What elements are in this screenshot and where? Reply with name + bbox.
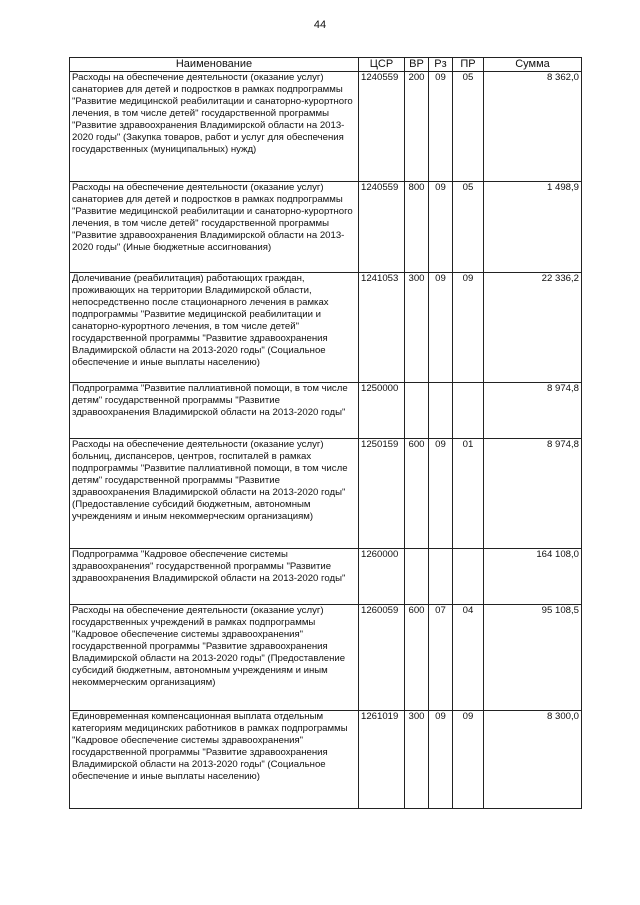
header-pr: ПР (453, 58, 484, 72)
cell-csr: 1240559 (359, 72, 405, 182)
cell-csr: 1260059 (359, 605, 405, 711)
cell-pr: 09 (453, 711, 484, 809)
cell-vr: 600 (405, 605, 429, 711)
cell-vr: 200 (405, 72, 429, 182)
cell-name: Подпрограмма "Кадровое обеспечение системы здравоохранения" государственной программы "Развитие здравоохранения Владимирской области на 2013-2020 годы" (70, 549, 359, 605)
table-row (70, 549, 582, 605)
cell-rz: 09 (429, 182, 453, 273)
table-row (70, 182, 582, 273)
cell-sum: 8 300,0 (484, 711, 582, 809)
cell-csr: 1240559 (359, 182, 405, 273)
cell-sum: 22 336,2 (484, 273, 582, 383)
cell-pr: 05 (453, 182, 484, 273)
cell-csr: 1241053 (359, 273, 405, 383)
cell-pr: 09 (453, 273, 484, 383)
table-row (70, 72, 582, 182)
page-number: 44 (313, 19, 327, 31)
cell-name: Расходы на обеспечение деятельности (оказание услуг) государственных учреждений в рамках подпрограммы "Кадровое обеспечение системы здравоохранения" государственной программы "Развитие здравоохранения Владимирской области на 2013-2020 годы" (Предоставление субсидий бюджетным, автономным учреждениям и иным некоммерческим организациям) (70, 605, 359, 711)
header-rz: Рз (429, 58, 453, 72)
cell-rz (429, 549, 453, 605)
cell-csr: 1260000 (359, 549, 405, 605)
cell-sum: 8 974,8 (484, 439, 582, 549)
cell-vr (405, 549, 429, 605)
budget-table (69, 57, 582, 809)
cell-name: Расходы на обеспечение деятельности (оказание услуг) санаториев для детей и подростков в рамках подпрограммы "Развитие медицинской реабилитации и санаторно-курортного лечения, в том числе детей" государственной программы "Развитие здравоохранения Владимирской области на 2013-2020 годы" (Закупка товаров, работ и услуг для обеспечения государственных (муниципальных) нужд) (70, 72, 359, 182)
cell-sum: 164 108,0 (484, 549, 582, 605)
cell-name: Подпрограмма "Развитие паллиативной помощи, в том числе детям" государственной программы "Развитие здравоохранения Владимирской области на 2013-2020 годы" (70, 383, 359, 439)
cell-rz: 09 (429, 439, 453, 549)
cell-sum: 1 498,9 (484, 182, 582, 273)
cell-pr: 04 (453, 605, 484, 711)
cell-csr: 1250159 (359, 439, 405, 549)
cell-rz: 07 (429, 605, 453, 711)
cell-rz (429, 383, 453, 439)
table-header-row (70, 58, 582, 72)
header-vr: ВР (405, 58, 429, 72)
cell-csr: 1250000 (359, 383, 405, 439)
table-row (70, 273, 582, 383)
header-sum: Сумма (484, 58, 582, 72)
header-csr: ЦСР (359, 58, 405, 72)
cell-pr (453, 383, 484, 439)
table-row (70, 383, 582, 439)
cell-name: Расходы на обеспечение деятельности (оказание услуг) санаториев для детей и подростков в рамках подпрограммы "Развитие медицинской реабилитации и санаторно-курортного лечения, в том числе детей" государственной программы "Развитие здравоохранения Владимирской области на 2013-2020 годы" (Иные бюджетные ассигнования) (70, 182, 359, 273)
cell-sum: 8 974,8 (484, 383, 582, 439)
cell-rz: 09 (429, 72, 453, 182)
table-row (70, 605, 582, 711)
cell-rz: 09 (429, 273, 453, 383)
cell-name: Единовременная компенсационная выплата отдельным категориям медицинских работников в рамках подпрограммы "Кадровое обеспечение системы здравоохранения" государственной программы "Развитие здравоохранения Владимирской области на 2013-2020 годы" (Социальное обеспечение и иные выплаты населению) (70, 711, 359, 809)
cell-pr: 01 (453, 439, 484, 549)
header-name: Наименование (70, 58, 359, 72)
cell-sum: 8 362,0 (484, 72, 582, 182)
cell-rz: 09 (429, 711, 453, 809)
table-row (70, 711, 582, 809)
cell-name: Расходы на обеспечение деятельности (оказание услуг) больниц, диспансеров, центров, госпиталей в рамках подпрограммы "Развитие паллиативной помощи, в том числе детям" государственной программы "Развитие здравоохранения Владимирской области на 2013-2020 годы" (Предоставление субсидий бюджетным, автономным учреждениям и иным некоммерческим организациям) (70, 439, 359, 549)
cell-vr: 300 (405, 273, 429, 383)
cell-vr: 600 (405, 439, 429, 549)
cell-csr: 1261019 (359, 711, 405, 809)
cell-vr (405, 383, 429, 439)
cell-name: Долечивание (реабилитация) работающих граждан, проживающих на территории Владимирской области, непосредственно после стационарного лечения в рамках подпрограммы "Развитие медицинской реабилитации и санаторно-курортного лечения, в том числе детей" государственной программы "Развитие здравоохранения Владимирской области на 2013-2020 годы" (Социальное обеспечение и иные выплаты населению) (70, 273, 359, 383)
cell-vr: 300 (405, 711, 429, 809)
cell-pr: 05 (453, 72, 484, 182)
cell-pr (453, 549, 484, 605)
cell-vr: 800 (405, 182, 429, 273)
table-row (70, 439, 582, 549)
cell-sum: 95 108,5 (484, 605, 582, 711)
